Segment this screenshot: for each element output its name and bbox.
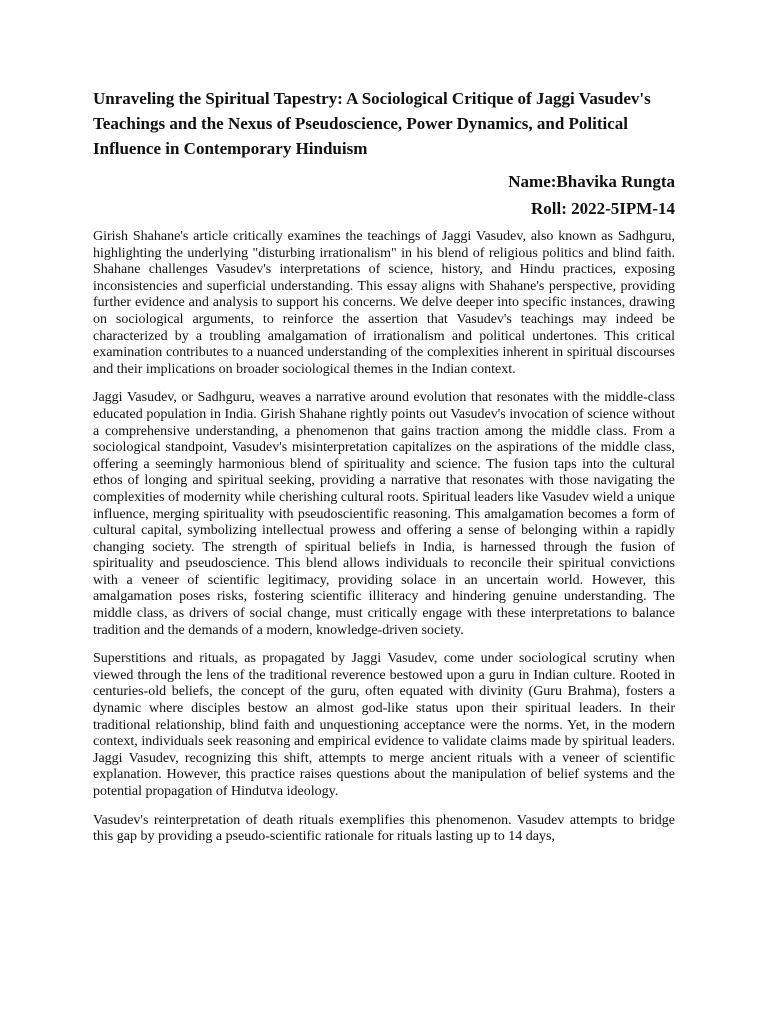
document-title: Unraveling the Spiritual Tapestry: A Sociological Critique of Jaggi Vasudev's Teachings and the Nexus of Pseudoscience, Power Dynamics, and Political Influence in Contemporary Hinduism	[93, 89, 651, 158]
roll-number: Roll: 2022-5IPM-14	[530, 199, 675, 218]
body-paragraph: Jaggi Vasudev, or Sadhguru, weaves a narrative around evolution that resonates with the middle-class educated population in India. Girish Shahane rightly points out Vasudev's invocation of science without a comprehensive understanding, a phenomenon that gains traction among the middle class. From a sociological standpoint, Vasudev's misinterpretation capitalizes on the aspirations of the middle class, offering a seemingly harmonious blend of spirituality and science. The fusion taps into the cultural ethos of longing and spiritual seeking, providing a narrative that resonates with those navigating the complexities of modernity while cherishing cultural roots. Spiritual leaders like Vasudev wield a unique influence, merging spirituality with pseudoscientific reasoning. This amalgamation becomes a form of cultural capital, symbolizing intellectual prowess and offering a sense of belonging within a rapidly changing society. The strength of spiritual beliefs in India, is harnessed through the fusion of spirituality and pseudoscience. This blend allows individuals to reconcile their spiritual convictions with a veneer of scientific legitimacy, providing solace in an uncertain world. However, this amalgamation poses risks, fostering scientific illiteracy and hindering genuine understanding. The middle class, as drivers of social change, must critically engage with these interpretations to balance tradition and the demands of a modern, knowledge-driven society.	[93, 390, 675, 638]
body-paragraph: Vasudev's reinterpretation of death rituals exemplifies this phenomenon. Vasudev attempts to bridge this gap by providing a pseudo-scientific rationale for rituals lasting up to 14 days,	[93, 812, 675, 845]
author-name: Name:Bhavika Rungta	[508, 172, 675, 191]
body-paragraph: Superstitions and rituals, as propagated by Jaggi Vasudev, come under sociological scrutiny when viewed through the lens of the traditional reverence bestowed upon a guru in Indian culture. Rooted in centuries-old beliefs, the concept of the guru, often equated with divinity (Guru Brahma), fosters a dynamic where disciples bestow an almost god-like status upon their spiritual leaders. In their traditional relationship, blind faith and unquestioning acceptance were the norms. Yet, in the modern context, individuals seek reasoning and empirical evidence to validate claims made by spiritual leaders. Jaggi Vasudev, recognizing this shift, attempts to merge ancient rituals with a veneer of scientific explanation. However, this practice raises questions about the manipulation of belief systems and the potential propagation of Hindutva ideology.	[93, 651, 675, 799]
document-page	[93, 86, 675, 858]
body-paragraph: Girish Shahane's article critically examines the teachings of Jaggi Vasudev, also known as Sadhguru, highlighting the underlying "disturbing irrationalism" in his blend of religious politics and blind faith. Shahane challenges Vasudev's interpretations of science, history, and Hindu practices, exposing inconsistencies and superficial understanding. This essay aligns with Shahane's perspective, providing further evidence and analysis to support his concerns. We delve deeper into specific instances, drawing on sociological arguments, to reinforce the assertion that Vasudev's teachings may indeed be characterized by a troubling amalgamation of irrationalism and political undertones. This critical examination contributes to a nuanced understanding of the complexities inherent in spiritual discourses and their implications on broader sociological themes in the Indian context.	[93, 229, 675, 377]
document-body	[93, 229, 675, 846]
